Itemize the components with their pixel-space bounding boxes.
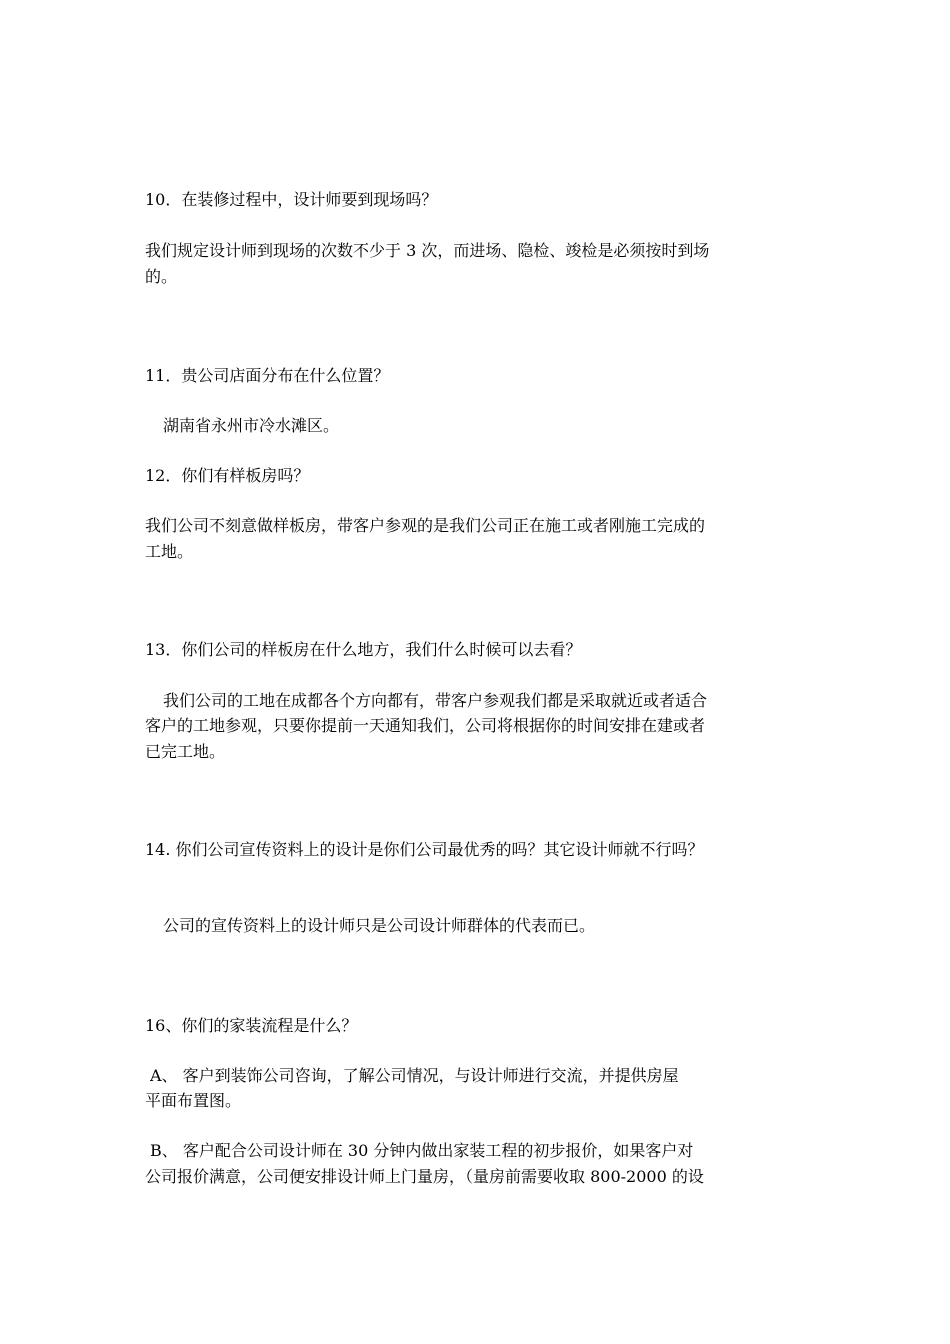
answer-16-step-a-line-2: 平面布置图。 bbox=[145, 1091, 242, 1110]
answer-10-line-2: 的。 bbox=[145, 267, 178, 286]
question-10: 10．在装修过程中，设计师要到现场吗？ bbox=[145, 190, 438, 209]
question-11: 11．贵公司店面分布在什么位置？ bbox=[145, 366, 390, 385]
answer-16-step-b-line-1: B、 客户配合公司设计师在 30 分钟内做出家装工程的初步报价，如果客户对 bbox=[150, 1141, 694, 1160]
answer-11: 湖南省永州市冷水滩区。 bbox=[163, 416, 340, 435]
answer-12-line-1: 我们公司不刻意做样板房，带客户参观的是我们公司正在施工或者刚施工完成的 bbox=[145, 516, 706, 535]
question-12: 12．你们有样板房吗？ bbox=[145, 466, 310, 485]
answer-14: 公司的宣传资料上的设计师只是公司设计师群体的代表而已。 bbox=[163, 916, 596, 935]
question-14: 14. 你们公司宣传资料上的设计是你们公司最优秀的吗？其它设计师就不行吗？ bbox=[145, 840, 704, 859]
question-16: 16、你们的家装流程是什么？ bbox=[145, 1016, 358, 1035]
answer-13-line-1: 我们公司的工地在成都各个方向都有，带客户参观我们都是采取就近或者适合 bbox=[163, 691, 708, 710]
answer-13-line-3: 已完工地。 bbox=[145, 742, 226, 761]
answer-16-step-a-line-1: A、 客户到装饰公司咨询，了解公司情况，与设计师进行交流，并提供房屋 bbox=[150, 1066, 679, 1085]
answer-12-line-2: 工地。 bbox=[145, 542, 194, 561]
question-13: 13．你们公司的样板房在什么地方，我们什么时候可以去看？ bbox=[145, 640, 582, 659]
answer-10-line-1: 我们规定设计师到现场的次数不少于 3 次，而进场、隐检、竣检是必须按时到场 bbox=[145, 241, 710, 260]
answer-13-line-2: 客户的工地参观，只要你提前一天通知我们，公司将根据你的时间安排在建或者 bbox=[145, 716, 706, 735]
answer-16-step-b-line-2: 公司报价满意，公司便安排设计师上门量房，（量房前需要收取 800-2000 的设 bbox=[145, 1167, 704, 1186]
